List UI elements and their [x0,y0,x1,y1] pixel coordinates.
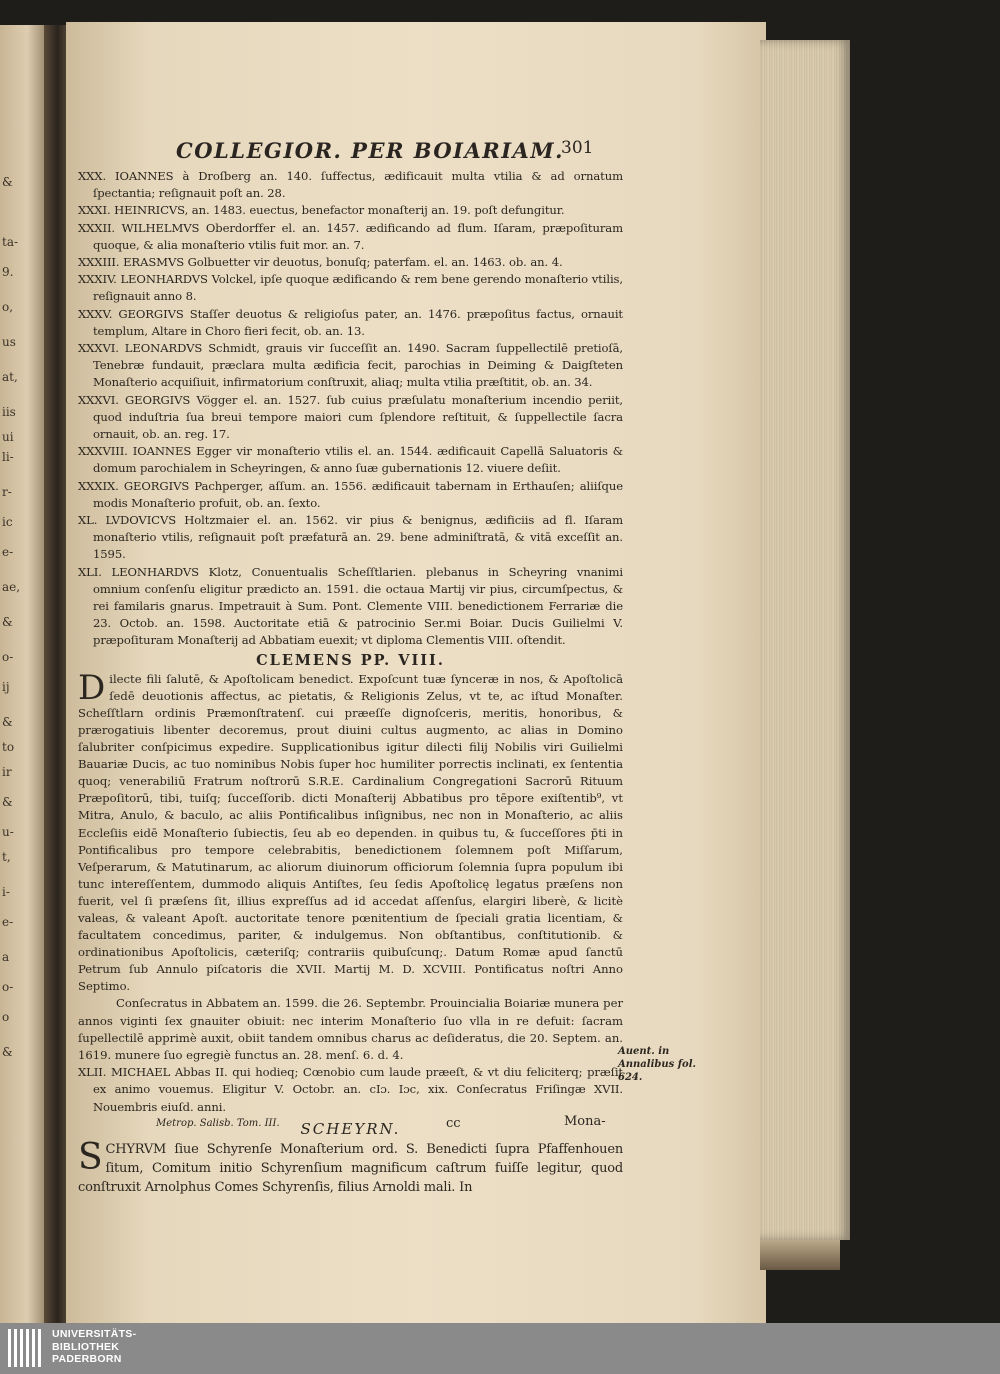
gathering-mark: cc [446,1116,461,1131]
abbot-entry: XXX. IOANNES à Droſberg an. 140. ſuffectus, ædificauit multa vtilia & ad ornatum ſpectantia; reſignauit poſt an. 28. [78,169,623,201]
section-body: CHYRVM ſiue Schyrenſe Monaſterium ord. S. Benedicti ſupra Pfaffenhouen ſitum, Comitum initio Schyrenſium magnificum caſtrum fuiſſe legitur, quod conſtruxit Arnolphus Comes Schyrenſis, filius Arnoldi mali. In [78,1141,623,1195]
abbot-entry: XXXVIII. IOANNES Egger vir monaſterio vtilis el. an. 1544. ædificauit Capellā Saluatoris & domum parochialem in Scheyringen, & anno ſuæ gubernationis 12. viuere deſiit. [78,444,623,476]
abbot-entry: XXXI. HEINRICVS, an. 1483. euectus, benefactor monaſterij an. 19. poſt defungitur. [78,203,565,218]
margin-note: Auent. in Annalibus fol. 624. [618,1046,697,1083]
left-page-fragment: r- [2,485,12,499]
abbot-entry: XLII. MICHAEL Abbas II. qui hodieq; Cœnobio cum laude præeſt, & vt diu feliciterq; præſit ex animo vouemus. Eligitur V. Octobr. an. cIɔ. Iɔc, xix. Conſecratus Friſingæ XVII. Nouembris eiuſd. anni. [78,1065,623,1114]
left-page-fragment: & [2,795,13,809]
catchword: Mona- [564,1114,606,1129]
left-page-fragment: li- [2,450,14,464]
left-page-fragment: iis [2,405,16,419]
left-page-fragment: o- [2,980,14,994]
left-page-fragment: o- [2,650,14,664]
drop-capital: S [78,1136,103,1178]
left-page-fragment: ij [2,680,10,694]
left-page-fragment: ae, [2,580,21,594]
library-name [52,1328,136,1366]
abbot-entry: XXXV. GEORGIVS Staſſer deuotus & religioſus pater, an. 1476. præpoſitus factus, ornauit templum, Altare in Choro fieri fecit, ob. an. 13. [78,306,623,338]
abbot-entry: XL. LVDOVICVS Holtzmaier el. an. 1562. vir pius & benignus, ædificiis ad fl. Iſaram monaſterio vtilis, reſignauit poſt præfaturā an. 29. bene adminiſtratā, & vitā exceſſit an. 1595. [78,513,623,562]
library-name-line: UNIVERSITÄTS- [52,1328,137,1340]
page-footer [156,1114,616,1138]
abbot-entry: XLI. LEONHARDVS Klotz, Conuentualis Scheſſtlarien. plebanus in Scheyring vnanimi omnium conſenſu eligitur prædicto an. 1591. die octaua Martij vir pius, circumſpectus, & rei familaris gnarus. Impetrauit à Sum. Pont. Clemente VIII. benedictionem Ferrariæ die 23. Octob. an. 1598. Auctoritate etiā & patrocinio Ser.mi Boiar. Ducis Guilielmi V. præpoſituram Monaſterij ad Abbatiam euexit; vt diploma Clementis VIII. oſtendit. [78,564,623,648]
left-page-fragment: o [2,1010,10,1024]
book-corner [760,1240,840,1270]
page-block-edge [760,40,850,1240]
left-page-fragment: at, [2,370,18,384]
drop-capital: D [78,667,106,708]
abbot-entry: XXXVI. GEORGIVS Vögger el. an. 1527. ſub cuius præſulatu monaſterium incendio periit, quod induſtria ſua breui tempore maiori cum ſplendore reſtituit, & ſuppellectile ſacra ornauit, ob. an. reg. 17. [78,392,623,442]
bull-heading: CLEMENS PP. VIII. [256,651,445,669]
abbot-entry: XXXIV. LEONHARDVS Volckel, ipſe quoque ædificando & rem bene gerendo monaſterio vtilis, reſignauit anno 8. [78,272,623,304]
left-page-fragment: u- [2,825,14,839]
left-page-fragment: & [2,615,13,629]
abbot-entry: XXXIII. ERASMVS Golbuetter vir deuotus, bonuſq; paterfam. el. an. 1463. ob. an. 4. [78,255,563,270]
left-page-fragment: e- [2,545,14,559]
left-page-fragment: e- [2,915,14,929]
left-page-fragment: ic [2,515,13,529]
abbot-entry: XXXIX. GEORGIVS Pachperger, aſſum. an. 1556. ædificauit tabernam in Erthauſen; aliiſque modis Monaſterio profuit, ob. an. ſexto. [78,478,623,510]
abbot-entry: XXXVI. LEONARDVS Schmidt, grauis vir ſucceſſit an. 1490. Sacram ſuppellectilē pretioſā, Tenebræ fundauit, præclara multa ædificia fecit, parochias in Deiming & Daigſteten Monaſterio acquiſiuit, infirmatorium conſtruxit, aliaq; multa vtilia præſtitit, ob. an. 34. [78,341,623,390]
left-page-fragment: & [2,1045,13,1059]
left-page-fragment: i- [2,885,10,899]
library-name-line: PADERBORN [52,1353,122,1365]
left-page-fragment: o, [2,300,14,314]
text-block [78,168,623,1197]
signature-line: Metrop. Salisb. Tom. III. [156,1118,280,1129]
page-number: 301 [561,138,594,158]
running-title: COLLEGIOR. PER BOIARIAM. [176,138,564,163]
library-logo-icon [8,1329,42,1367]
papal-bull-text [78,667,623,996]
left-page-fragment: to [2,740,15,754]
left-page-fragment: ui [2,430,14,444]
consecration-paragraph: Conſecratus in Abbatem an. 1599. die 26. Septembr. Prouincialia Boiariæ munera per annos viginti ſex gnauiter obiuit: nec interim Monaſterio ſuo vlla in re defuit: ſacram ſupellectilē apprimè auxit, obiit tandem omnibus charus ac deſideratus, die 20. Septem. an. 1619. munere ſuo egregiè functus an. 28. menſ. 6. d. 4. [78,996,623,1063]
left-page-fragment: us [2,335,16,349]
left-page-fragment: & [2,715,13,729]
left-page-fragment: & [2,175,13,189]
library-name-line: BIBLIOTHEK [52,1340,120,1353]
left-page-fragment: ir [2,765,12,779]
page-header [176,138,626,168]
abbot-entry: XXXII. WILHELMVS Oberdorffer el. an. 1457. ædificando ad flum. Iſaram, præpoſituram quoque, & alia monaſterio vtilis fuit mor. an. 7. [78,220,623,252]
left-page-edge [0,25,50,1323]
left-page-fragment: a [2,950,10,964]
section-heading: SCHEYRN. [300,1119,401,1138]
left-page-fragment: ta- [2,235,19,249]
bull-body: ilecte fili ſalutē, & Apoſtolicam benedict. Expoſcunt tuæ ſynceræ in nos, & Apoſtolicā ſedē deuotionis affectus, ac pietatis, & Religionis Zelus, vt te, ac iſtud Monaſter. Scheſſtlarn ordinis Præmonſtratenſ. cui præeſſe dignoſceris, meritis, honoribus, & prærogatiuis libenter decoremus, prout diuini cultus augmento, ac alias in Domino ſalubriter conſpicimus expedire. Supplicationibus igitur dilecti filij Nobilis viri Guilielmi Bauariæ Ducis, ac tuo nominibus Nobis ſuper hoc humiliter porrectis inclinati, ex ſententia quoq; venerabiliū Fratrum noſtrorū S.R.E. Cardinalium Congregationi Sacrorū Rituum Præpoſitorū, tibi, tuiſq; ſucceſſorib. dicti Monaſterij Abbatibus pro tēpore exiſtentib⁹, vt Mitra, Anulo, & baculo, ac aliis Pontificalibus inſignibus, nec non in Monaſterio, ac aliis Eccleſiis eidē Monaſterio ſubiectis, ſeu ab eo dependen. in quibus tu, & ſucceſſores p̄ti in Pontificalibus pro tempore celebrabitis, benedictionem ſolemnem poſt Miſſarum, Veſperarum, & Matutinarum, ac aliorum diuinorum officiorum ſolemnia ſupra populum ibi tunc intereſſentem, dummodo aliquis Antiſtes, ſeu ſedis Apoſtolicę legatus præſens non fuerit, vel ſi præſens ſit, illius expreſſus ad id accedat aſſenſus, elargiri liberè, & licitè valeas, & valeant Apoſt. auctoritate tenore pœnitentium de ſpeciali gratia licentiam, & facultatem concedimus, pariter, & indulgemus. Non obſtantibus, conſtitutionib. & ordinationibus Apoſtolicis, cæteriſq; contrariis quibuſcunq;. Datum Romæ apud ſanctū Petrum ſub Annulo piſcatoris die XVII. Martij M. D. XCVIII. Pontificatus noſtri Anno Septimo. [78,671,623,994]
left-page-fragment: 9. [2,265,14,279]
section-paragraph [78,1136,623,1197]
library-footer-bar [0,1323,1000,1374]
left-page-fragment: t, [2,850,11,864]
